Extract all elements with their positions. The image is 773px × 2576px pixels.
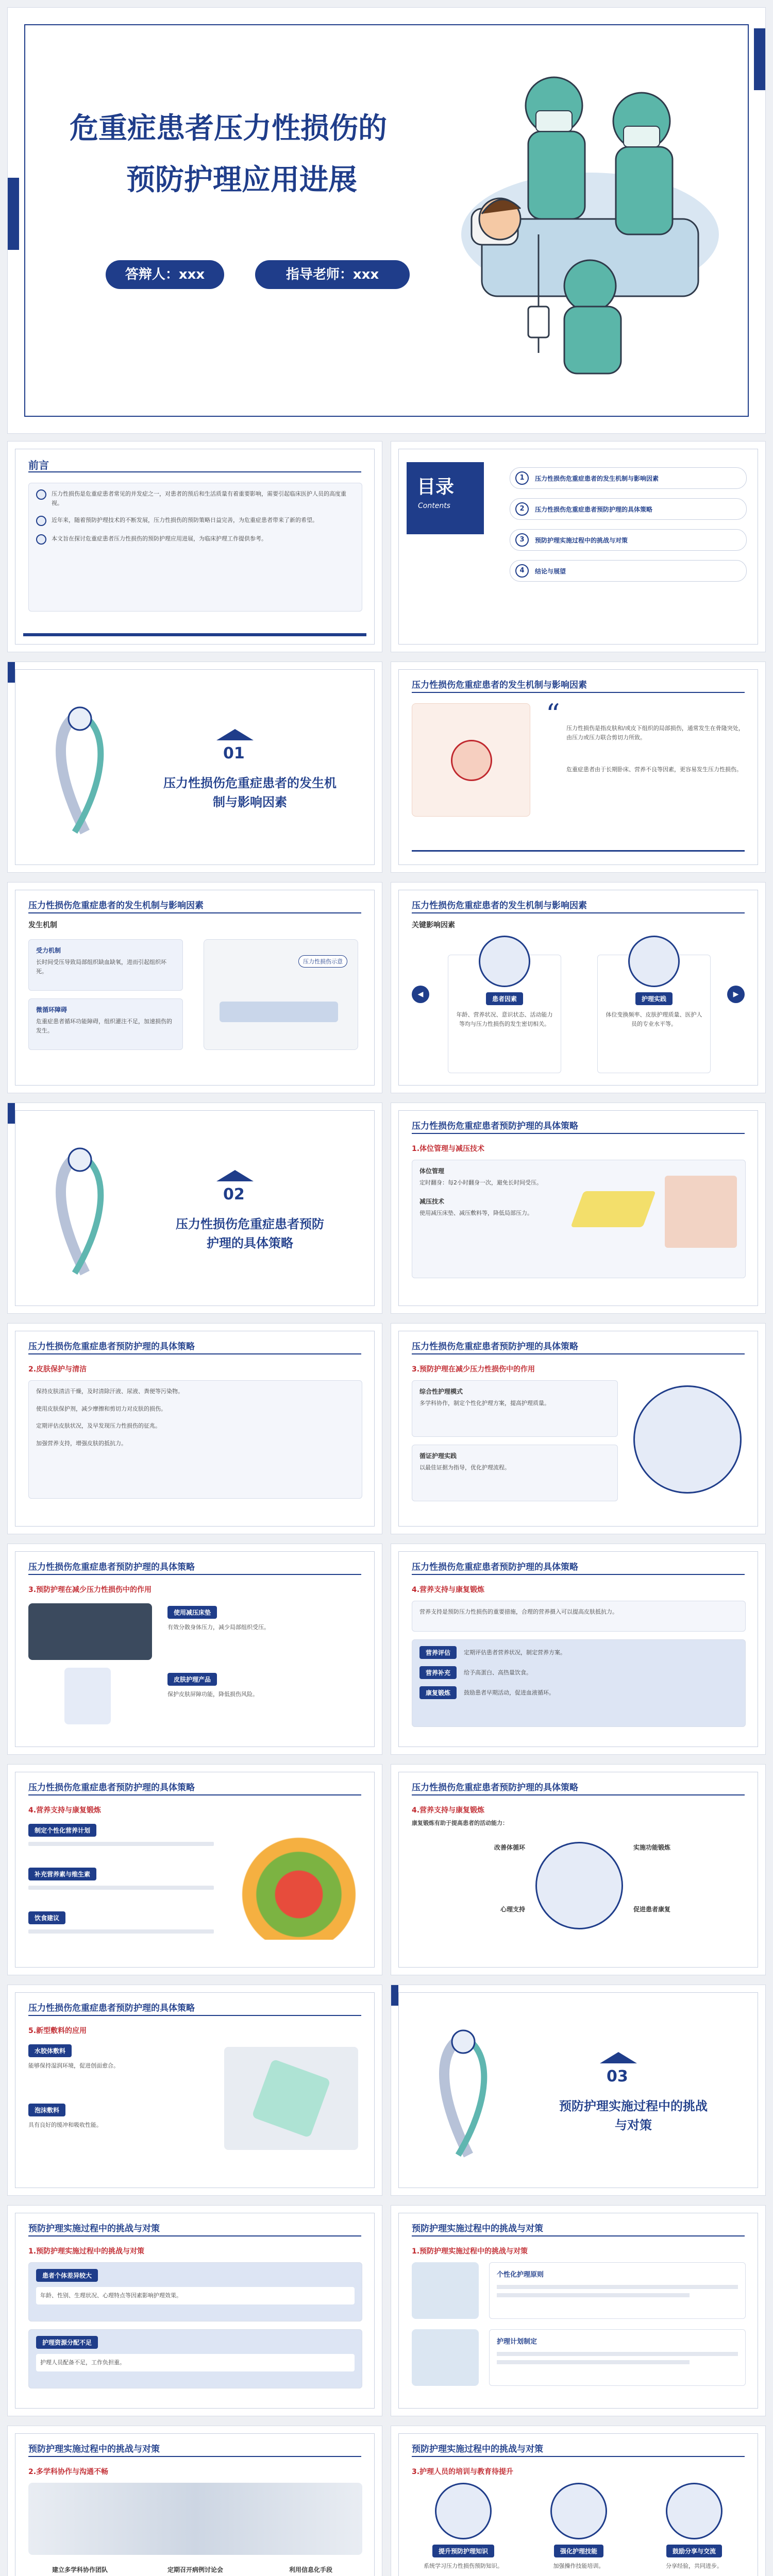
mattress-image	[570, 1191, 656, 1227]
care-block-1	[412, 1380, 618, 1437]
header-divider	[412, 1574, 745, 1575]
slide-header: 预防护理实施过程中的挑战与对策	[28, 2444, 160, 2454]
nutrition-tag-3	[28, 1911, 214, 1934]
bullet-icon	[36, 534, 46, 545]
preface-item	[36, 534, 355, 545]
item-label: 实施功能锻炼	[633, 1844, 671, 1851]
care-block-2	[412, 1445, 618, 1501]
toc-number: 4	[515, 564, 529, 578]
intro-text: 营养支持是预防压力性损伤的重要措施，合理的营养摄入可以提高皮肤抵抗力。	[419, 1608, 618, 1615]
s2-slide-a	[391, 1103, 766, 1314]
collab-item-2	[144, 2565, 247, 2576]
cover-title-line1: 危重症患者压力性损伤的	[70, 112, 387, 145]
block-text: 使用减压床垫、减压敷料等，降低局部压力。	[419, 1209, 533, 1216]
header-divider	[28, 2015, 361, 2016]
slide-subheading: 4.营养支持与康复锻炼	[412, 1586, 485, 1594]
block-text: 危重症患者循环功能障碍，组织灌注不足，加速损伤的发生。	[36, 1018, 172, 1034]
section-title-line1: 压力性损伤危重症患者的发生机	[163, 776, 337, 790]
section-title-line1: 压力性损伤危重症患者预防	[176, 1217, 324, 1231]
item-title: 建立多学科协作团队	[52, 2566, 108, 2573]
toc-item-2[interactable]	[510, 498, 747, 520]
header-divider	[412, 1353, 745, 1354]
factor-card-nursing	[597, 955, 711, 1073]
section-left-bar	[8, 662, 15, 683]
nurse-photo	[628, 936, 680, 987]
block-text: 长时间受压导致局部组织缺血缺氧，进而引起组织坏死。	[36, 959, 166, 975]
slide-header: 压力性损伤危重症患者预防护理的具体策略	[28, 1562, 195, 1572]
section-number: 01	[223, 744, 245, 762]
slide-subheading: 2.多学科协作与沟通不畅	[28, 2468, 109, 2476]
s3-slide-a	[7, 2205, 382, 2416]
dressing-photo	[224, 2047, 358, 2150]
s3-slide-b	[391, 2205, 766, 2416]
section-subheading: 关键影响因素	[412, 921, 455, 929]
tag-text: 有效分散身体压力，减少局部组织受压。	[167, 1624, 270, 1631]
box-label: 护理资源分配不足	[36, 2336, 98, 2349]
item-title: 定期召开病例讨论会	[167, 2566, 223, 2573]
header-divider	[28, 912, 361, 913]
slide-header: 压力性损伤危重症患者的发生机制与影响因素	[412, 680, 587, 690]
section-title-line2: 与对策	[615, 2118, 652, 2132]
block-title: 循证护理实践	[419, 1452, 457, 1460]
s1-slide-b	[7, 882, 382, 1093]
s2-slide-c	[391, 1323, 766, 1534]
s3-slide-d	[391, 2426, 766, 2576]
toc-item-4[interactable]	[510, 560, 747, 582]
tag-label: 水胶体敷料	[28, 2044, 72, 2057]
header-divider	[28, 1574, 361, 1575]
row-text: 定期评估患者营养状况，制定营养方案。	[464, 1649, 566, 1656]
box-text: 护理人员配备不足，工作负担重。	[36, 2354, 355, 2371]
mechanism-block-2	[28, 998, 183, 1050]
list-item: 保持皮肤清洁干燥，及时清除汗液、尿液、粪便等污染物。	[36, 1388, 183, 1395]
toc-item-1[interactable]	[510, 467, 747, 489]
dressing-pad	[251, 2059, 331, 2138]
slide-header: 压力性损伤危重症患者的发生机制与影响因素	[412, 901, 587, 911]
header-divider	[28, 2235, 361, 2236]
s2-slide-d	[7, 1544, 382, 1755]
strategy-panel	[412, 1160, 746, 1278]
tag-label: 使用减压床垫	[167, 1606, 217, 1619]
item-label: 心理支持	[500, 1906, 525, 1913]
collab-item-1	[28, 2565, 131, 2576]
cover-title-line2: 预防护理应用进展	[126, 163, 357, 197]
box-text: 年龄、性别、生理状况、心理特点等因素影响护理效果。	[36, 2287, 355, 2304]
training-item-3	[643, 2483, 746, 2571]
cover-slide	[7, 7, 766, 434]
nurse-patient-photo	[633, 1385, 742, 1494]
slide-header: 压力性损伤危重症患者预防护理的具体策略	[28, 1783, 195, 1793]
section-title-line2: 护理的具体策略	[207, 1236, 293, 1250]
cross-ribbon-illustration	[28, 698, 131, 853]
table-row	[419, 1646, 738, 1659]
item-tag: 提升预防护理知识	[432, 2545, 494, 2557]
slide-subheading: 1.预防护理实施过程中的挑战与对策	[412, 2247, 528, 2256]
slide-bottom-bar	[412, 850, 745, 852]
card-text: 体位变换频率、皮肤护理质量、医护人员的专业水平等。	[606, 1011, 702, 1027]
toc-label: 压力性损伤危重症患者的发生机制与影响因素	[535, 474, 659, 482]
cross-ribbon-illustration	[28, 1139, 131, 1294]
doctor-photo	[666, 2483, 722, 2539]
factor-card-patient	[448, 955, 561, 1073]
challenge-box-1	[28, 2262, 362, 2321]
preface-item	[36, 489, 355, 507]
dressing-tag-2	[28, 2104, 204, 2130]
item-text: 系统学习压力性损伤预防知识。	[424, 2563, 503, 2569]
item-title: 利用信息化手段	[289, 2566, 332, 2573]
nurse-photo-1	[412, 2262, 479, 2319]
slide-header: 压力性损伤危重症患者预防护理的具体策略	[412, 1783, 578, 1793]
slide-bottom-bar	[23, 633, 366, 636]
nutrition-tag-2	[28, 1868, 214, 1890]
patient-photo	[479, 936, 530, 987]
item-text: 加强操作技能培训。	[553, 2563, 604, 2569]
cover-left-bar	[8, 178, 19, 250]
slide-subheading: 1.体位管理与减压技术	[412, 1145, 485, 1153]
graduation-cap-icon	[600, 2052, 637, 2063]
mechanism-point: 压力性损伤是指皮肤和/或皮下组织的局部损伤，通常发生在骨隆突处，由压力或压力联合剪切力所致。	[566, 725, 744, 741]
section-02-slide	[7, 1103, 382, 1314]
toc-subtitle: Contents	[418, 502, 450, 510]
preface-item-text: 近年来，随着预防护理技术的不断发展，压力性损伤的预防策略日益完善，为危重症患者带来了新的希望。	[52, 517, 318, 524]
box-label: 患者个体差异较大	[36, 2269, 98, 2282]
item-tag: 强化护理技能	[554, 2545, 603, 2557]
section-title-line1: 预防护理实施过程中的挑战	[559, 2099, 708, 2113]
slide-header: 压力性损伤危重症患者预防护理的具体策略	[28, 1342, 195, 1352]
block-title: 体位管理	[419, 1167, 445, 1175]
card-title: 患者因素	[486, 992, 523, 1005]
table-row	[419, 1686, 738, 1699]
slide-subheading: 2.皮肤保护与清洁	[28, 1365, 87, 1374]
header-divider	[412, 1133, 745, 1134]
skin-circle-icon	[451, 740, 492, 781]
s2-slide-h	[7, 1985, 382, 2196]
surgery-illustration	[451, 64, 729, 384]
toc-label: 预防护理实施过程中的挑战与对策	[535, 536, 628, 544]
placeholder-line	[28, 1929, 214, 1934]
s2-slide-e	[391, 1544, 766, 1755]
tag-label: 泡沫敷料	[28, 2104, 65, 2116]
nutrition-intro	[412, 1601, 746, 1632]
block-text: 以最佳证据为指导，优化护理流程。	[419, 1464, 510, 1471]
card-title: 个性化护理原则	[497, 2271, 544, 2279]
placeholder-line	[28, 1886, 214, 1890]
tag-label: 制定个性化营养计划	[28, 1824, 96, 1837]
slide-header: 预防护理实施过程中的挑战与对策	[412, 2224, 543, 2234]
tag-label: 皮肤护理产品	[167, 1673, 217, 1686]
slide-header: 预防护理实施过程中的挑战与对策	[28, 2224, 160, 2234]
skin-layers-diagram	[412, 703, 530, 817]
cover-defender-pill: 答辩人：xxx	[106, 260, 224, 289]
nutrition-table	[412, 1639, 746, 1727]
placeholder-line	[497, 2293, 690, 2297]
section-left-bar	[391, 1985, 398, 2006]
slide-header: 压力性损伤危重症患者预防护理的具体策略	[412, 1562, 578, 1572]
bed-shape	[220, 1002, 338, 1022]
plan-card-1	[489, 2262, 746, 2319]
row-tag: 营养评估	[419, 1646, 457, 1659]
s2-slide-b	[7, 1323, 382, 1534]
slide-header: 压力性损伤危重症患者预防护理的具体策略	[412, 1342, 578, 1352]
tag-text: 具有良好的缓冲和吸收性能。	[28, 2122, 102, 2128]
toc-item-3[interactable]	[510, 529, 747, 551]
nutrition-tag-1	[28, 1824, 214, 1846]
rehab-item-2	[633, 1842, 736, 1852]
training-item-1	[412, 2483, 515, 2571]
header-divider	[412, 2456, 745, 2457]
section-number: 02	[223, 1185, 245, 1204]
product-tag-2	[167, 1673, 358, 1699]
s3-slide-c	[7, 2426, 382, 2576]
card-title: 护理实践	[635, 992, 673, 1005]
section-left-bar	[8, 1103, 15, 1124]
placeholder-line	[28, 1842, 214, 1846]
tag-text: 保护皮肤屏障功能，降低损伤风险。	[167, 1691, 258, 1698]
preface-item-text: 压力性损伤是危重症患者常见的并发症之一，对患者的预后和生活质量有着重要影响，需要引起临床医护人员的高度重视。	[52, 490, 346, 506]
block-text: 多学科协作，制定个性化护理方案，提高护理质量。	[419, 1400, 550, 1406]
collab-item-3	[259, 2565, 362, 2576]
toc-list	[510, 467, 747, 582]
row-tag: 营养补充	[419, 1666, 457, 1679]
graduation-cap-icon	[216, 729, 254, 740]
toc-number: 1	[515, 471, 529, 485]
tag-label: 饮食建议	[28, 1911, 65, 1924]
preface-title: 前言	[28, 459, 49, 471]
skin-product-photo	[64, 1668, 111, 1724]
mechanism-block-1	[28, 939, 183, 991]
product-tag-1	[167, 1606, 358, 1632]
s2-slide-g	[391, 1764, 766, 1975]
dressing-tag-1	[28, 2044, 204, 2071]
cover-right-bar	[754, 28, 765, 90]
section-number: 03	[607, 2067, 628, 2086]
toc-title-block	[407, 462, 484, 534]
slide-header: 预防护理实施过程中的挑战与对策	[412, 2444, 543, 2454]
preface-item-text: 本文旨在探讨危重症患者压力性损伤的预防护理应用进展，为临床护理工作提供参考。	[52, 535, 267, 543]
slide-subheading: 4.营养支持与康复锻炼	[28, 1806, 102, 1815]
slide-subheading: 3.预防护理在减少压力性损伤中的作用	[412, 1365, 535, 1374]
placeholder-line	[497, 2285, 738, 2289]
rehab-item-1	[422, 1842, 525, 1852]
slide-header: 压力性损伤危重症患者预防护理的具体策略	[28, 2003, 195, 2013]
toc-label: 压力性损伤危重症患者预防护理的具体策略	[535, 505, 653, 513]
section-03-slide	[391, 1985, 766, 2196]
block-title: 受力机制	[36, 947, 61, 954]
list-item: 使用皮肤保护剂，减少摩擦和剪切力对皮肤的损伤。	[36, 1405, 166, 1412]
slide-header: 压力性损伤危重症患者预防护理的具体策略	[412, 1121, 578, 1131]
card-text: 年龄、营养状况、意识状态、活动能力等均与压力性损伤的发生密切相关。	[456, 1011, 553, 1027]
preface-list	[28, 483, 362, 612]
card-title: 护理计划制定	[497, 2338, 537, 2346]
header-divider	[28, 1353, 361, 1354]
challenge-box-2	[28, 2329, 362, 2388]
section-title-line2: 制与影响因素	[213, 795, 287, 809]
item-tag: 鼓励分享与交流	[666, 2545, 722, 2557]
header-divider	[412, 912, 745, 913]
mattress-photo	[28, 1603, 152, 1660]
header-divider	[412, 1794, 745, 1795]
row-tag: 康复锻炼	[419, 1686, 457, 1699]
section-01-slide	[7, 662, 382, 873]
table-row	[419, 1666, 738, 1679]
s1-slide-a	[391, 662, 766, 873]
section-subheading: 发生机制	[28, 921, 57, 929]
toc-title: 目录	[417, 477, 455, 498]
cross-ribbon-illustration	[412, 2021, 515, 2176]
bedridden-patient-illustration	[204, 939, 358, 1050]
header-divider	[412, 692, 745, 693]
preface-slide	[7, 441, 382, 652]
list-item: 定期评估皮肤状况，及早发现压力性损伤的征兆。	[36, 1422, 161, 1430]
block-title: 微循环障碍	[36, 1006, 68, 1013]
nurse-photo-2	[412, 2329, 479, 2386]
quote-mark-icon: “	[546, 698, 560, 731]
slide-subheading: 1.预防护理实施过程中的挑战与对策	[28, 2247, 145, 2256]
slide-subheading: 5.新型敷料的应用	[28, 2027, 87, 2035]
toc-number: 3	[515, 533, 529, 547]
bullet-icon	[36, 516, 46, 526]
row-text: 鼓励患者早期活动，促进血液循环。	[464, 1689, 555, 1696]
doctor-photo	[435, 2483, 492, 2539]
header-divider	[412, 2235, 745, 2236]
toc-number: 2	[515, 502, 529, 516]
cover-advisor-pill: 指导老师：xxx	[255, 260, 410, 289]
header-divider	[28, 2456, 361, 2457]
slide-subheading: 3.护理人员的培训与教育待提升	[412, 2468, 514, 2476]
plan-card-2	[489, 2329, 746, 2386]
vegetable-basket-photo	[234, 1826, 363, 1940]
rehab-center-photo	[535, 1842, 623, 1929]
carousel-next-button[interactable]: ▶	[727, 986, 745, 1003]
rehab-item-3	[422, 1904, 525, 1913]
tag-text: 能够保持湿润环境，促进创面愈合。	[28, 2062, 119, 2069]
preface-item	[36, 516, 355, 526]
s2-slide-f	[7, 1764, 382, 1975]
block-title: 综合性护理模式	[419, 1388, 463, 1395]
placeholder-line	[497, 2352, 738, 2356]
block-text: 定时翻身：每2小时翻身一次，避免长时间受压。	[419, 1179, 542, 1186]
image-caption: 压力性损伤示意	[298, 955, 347, 968]
header-divider	[28, 1794, 361, 1795]
bullet-icon	[36, 489, 46, 500]
row-text: 给予高蛋白、高热量饮食。	[464, 1669, 532, 1676]
item-text: 分享经验，共同进步。	[666, 2563, 722, 2569]
carousel-prev-button[interactable]: ◀	[412, 986, 429, 1003]
mechanism-point: 危重症患者由于长期卧床、营养不良等因素，更容易发生压力性损伤。	[566, 766, 742, 773]
slide-subheading: 3.预防护理在减少压力性损伤中的作用	[28, 1586, 152, 1594]
massage-image	[665, 1176, 737, 1248]
handshake-photo	[28, 2483, 362, 2555]
toc-label: 结论与展望	[535, 567, 566, 575]
slide-header: 压力性损伤危重症患者的发生机制与影响因素	[28, 901, 204, 911]
item-label: 改善体循环	[494, 1844, 525, 1851]
training-item-2	[527, 2483, 630, 2571]
rehab-item-4	[633, 1904, 736, 1913]
tag-label: 补充营养素与维生素	[28, 1868, 96, 1880]
item-label: 促进患者康复	[633, 1906, 671, 1913]
intro-text: 康复锻炼有助于提高患者的活动能力：	[412, 1820, 508, 1826]
header-divider	[28, 471, 361, 472]
graduation-cap-icon	[216, 1170, 254, 1181]
block-title: 减压技术	[419, 1197, 445, 1205]
skin-care-list	[28, 1380, 362, 1499]
doctor-photo	[550, 2483, 607, 2539]
slide-subheading: 4.营养支持与康复锻炼	[412, 1806, 485, 1815]
list-item: 加强营养支持，增强皮肤的抵抗力。	[36, 1439, 127, 1447]
placeholder-line	[497, 2360, 690, 2364]
s1-slide-c	[391, 882, 766, 1093]
toc-slide	[391, 441, 766, 652]
